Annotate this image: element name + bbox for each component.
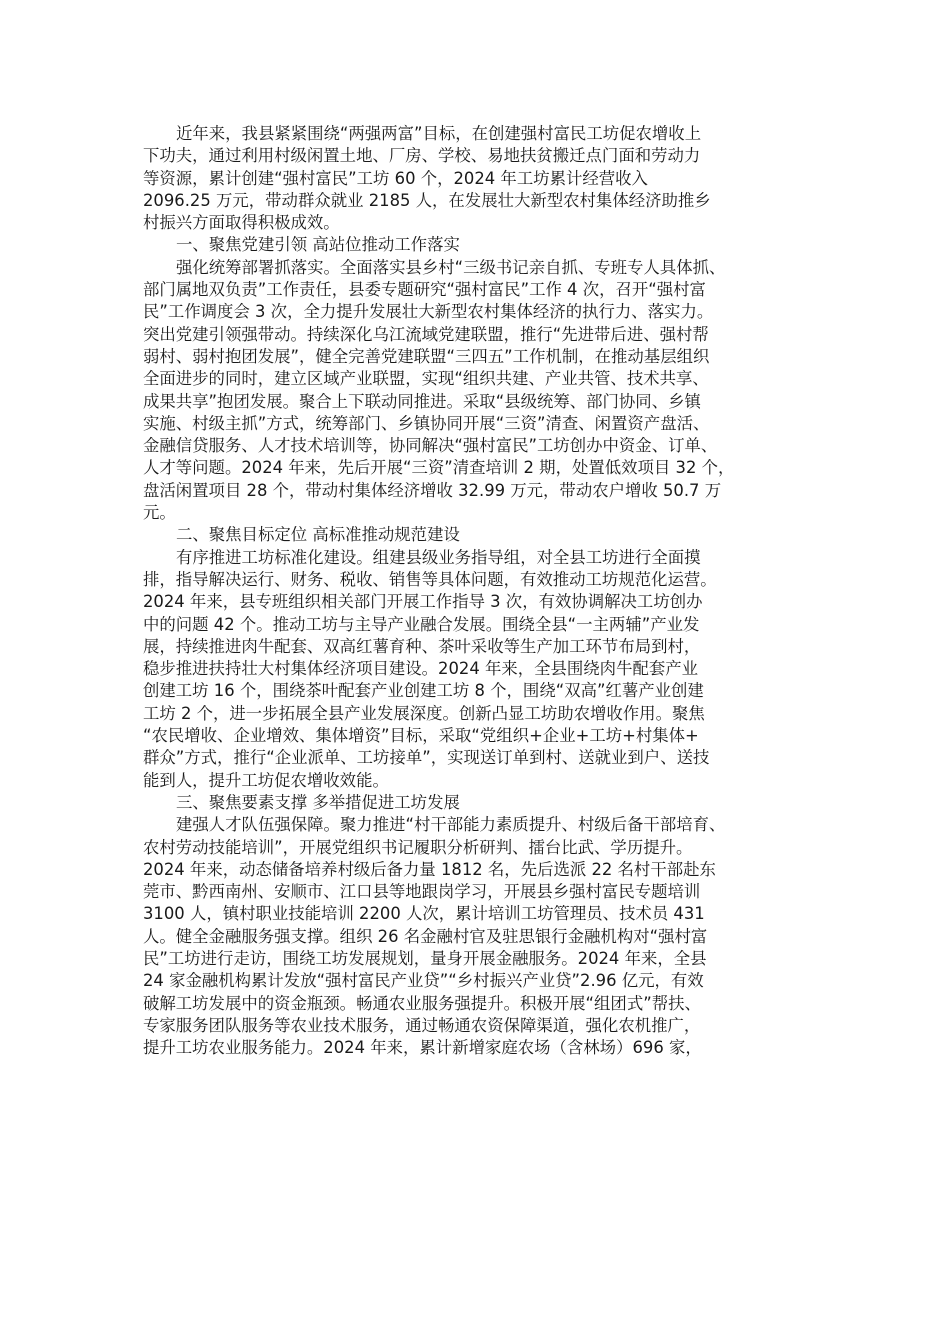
text-line: 农村劳动技能培训”，开展党组织书记履职分析研判、擂台比武、学历提升。 — [143, 837, 693, 857]
section-1-body — [143, 257, 828, 525]
text-line: 破解工坊发展中的资金瓶颈。畅通农业服务强提升。积极开展“组团式”帮扶、 — [143, 993, 701, 1013]
intro-paragraph — [143, 123, 828, 234]
text-line: 中的问题 42 个。推动工坊与主导产业融合发展。围绕全县“一主两辅”产业发 — [143, 614, 700, 634]
heading-text: 一、聚焦党建引领 高站位推动工作落实 — [176, 235, 460, 255]
text-line: 下功夫，通过利用村级闲置土地、厂房、学校、易地扶贫搬迁点门面和劳动力 — [143, 146, 701, 166]
text-line: 能到人，提升工坊促农增收效能。 — [143, 770, 389, 790]
section-heading-3 — [143, 792, 828, 814]
heading-text: 三、聚焦要素支撑 多举措促进工坊发展 — [176, 792, 460, 812]
section-3-body — [143, 814, 828, 1059]
text-line: 成果共享”抱团发展。聚合上下联动同推进。采取“县级统筹、部门协同、乡镇 — [143, 391, 701, 411]
text-line: 提升工坊农业服务能力。2024 年来，累计新增家庭农场（含林场）696 家， — [143, 1038, 702, 1058]
text-line: 弱村、弱村抱团发展”，健全完善党建联盟“三四五”工作机制，在推动基层组织 — [143, 346, 710, 366]
text-line: 建强人才队伍强保障。聚力推进“村干部能力素质提升、村级后备干部培育、 — [176, 815, 726, 835]
text-line: 有序推进工坊标准化建设。组建县级业务指导组，对全县工坊进行全面摸 — [176, 547, 701, 567]
text-line: 突出党建引领强带动。持续深化乌江流域党建联盟，推行“先进带后进、强村帮 — [143, 324, 709, 344]
text-line: 群众”方式，推行“企业派单、工坊接单”，实现送订单到村、送就业到户、送技 — [143, 748, 710, 768]
text-line: 民”工坊进行走访，围绕工坊发展规划，量身开展金融服务。2024 年来，全县 — [143, 948, 707, 968]
text-line: 莞市、黔西南州、安顺市、江口县等地跟岗学习，开展县乡强村富民专题培训 — [143, 882, 701, 902]
text-line: 排，指导解决运行、财务、税收、销售等具体问题，有效推动工坊规范化运营。 — [143, 569, 717, 589]
text-line: 部门属地双负责”工作责任，县委专题研究“强村富民”工作 4 次，召开“强村富 — [143, 280, 706, 300]
text-line: 村振兴方面取得积极成效。 — [143, 213, 340, 233]
text-line: “农民增收、企业增效、集体增资”目标，采取“党组织+企业+工坊+村集体+ — [143, 726, 699, 746]
text-line: 实施、村级主抓”方式，统筹部门、乡镇协同开展“三资”清查、闲置资产盘活、 — [143, 413, 710, 433]
text-line: 3100 人，镇村职业技能培训 2200 人次，累计培训工坊管理员、技术员 431 — [143, 904, 705, 924]
text-line: 专家服务团队服务等农业技术服务，通过畅通农资保障渠道，强化农机推广， — [143, 1015, 701, 1035]
text-line: 人。健全金融服务强支撑。组织 26 名金融村官及驻思银行金融机构对“强村富 — [143, 926, 708, 946]
text-line: 展，持续推进肉牛配套、双高红薯育种、茶叶采收等生产加工环节布局到村， — [143, 636, 701, 656]
text-line: 近年来，我县紧紧围绕“两强两富”目标，在创建强村富民工坊促农增收上 — [176, 124, 702, 143]
text-line: 金融信贷服务、人才技术培训等，协同解决“强村富民”工坊创办中资金、订单、 — [143, 436, 718, 456]
text-line: 工坊 2 个，进一步拓展全县产业发展深度。创新凸显工坊助农增收作用。聚焦 — [143, 703, 705, 723]
text-line: 2096.25 万元，带动群众就业 2185 人，在发展壮大新型农村集体经济助推乡 — [143, 190, 711, 210]
section-2-body — [143, 547, 828, 792]
text-line: 2024 年来，县专班组织相关部门开展工作指导 3 次，有效协调解决工坊创办 — [143, 592, 703, 612]
text-line: 24 家金融机构累计发放“强村富民产业贷”“乡村振兴产业贷”2.96 亿元，有效 — [143, 971, 704, 991]
text-line: 创建工坊 16 个，围绕茶叶配套产业创建工坊 8 个，围绕“双高”红薯产业创建 — [143, 681, 704, 701]
text-line: 强化统筹部署抓落实。全面落实县乡村“三级书记亲自抓、专班专人具体抓、 — [176, 257, 726, 277]
section-heading-1 — [143, 234, 828, 256]
text-line: 人才等问题。2024 年来，先后开展“三资”清查培训 2 期，处置低效项目 32 个， — [143, 458, 735, 478]
text-line: 2024 年来，动态储备培养村级后备力量 1812 名，先后选派 22 名村干部赴东 — [143, 859, 716, 879]
text-line: 民”工作调度会 3 次，全力提升发展壮大新型农村集体经济的执行力、落实力。 — [143, 302, 714, 322]
text-line: 等资源，累计创建“强村富民”工坊 60 个，2024 年工坊累计经营收入 — [143, 168, 648, 188]
section-heading-2 — [143, 524, 828, 546]
text-line: 元。 — [143, 503, 176, 523]
text-line: 稳步推进扶持壮大村集体经济项目建设。2024 年来，全县围绕肉牛配套产业 — [143, 659, 699, 679]
text-line: 全面进步的同时，建立区域产业联盟，实现“组织共建、产业共管、技术共享、 — [143, 369, 709, 389]
text-line: 盘活闲置项目 28 个，带动村集体经济增收 32.99 万元，带动农户增收 50.7 万 — [143, 480, 722, 500]
heading-text: 二、聚焦目标定位 高标准推动规范建设 — [176, 525, 460, 545]
document-page — [143, 123, 828, 1059]
